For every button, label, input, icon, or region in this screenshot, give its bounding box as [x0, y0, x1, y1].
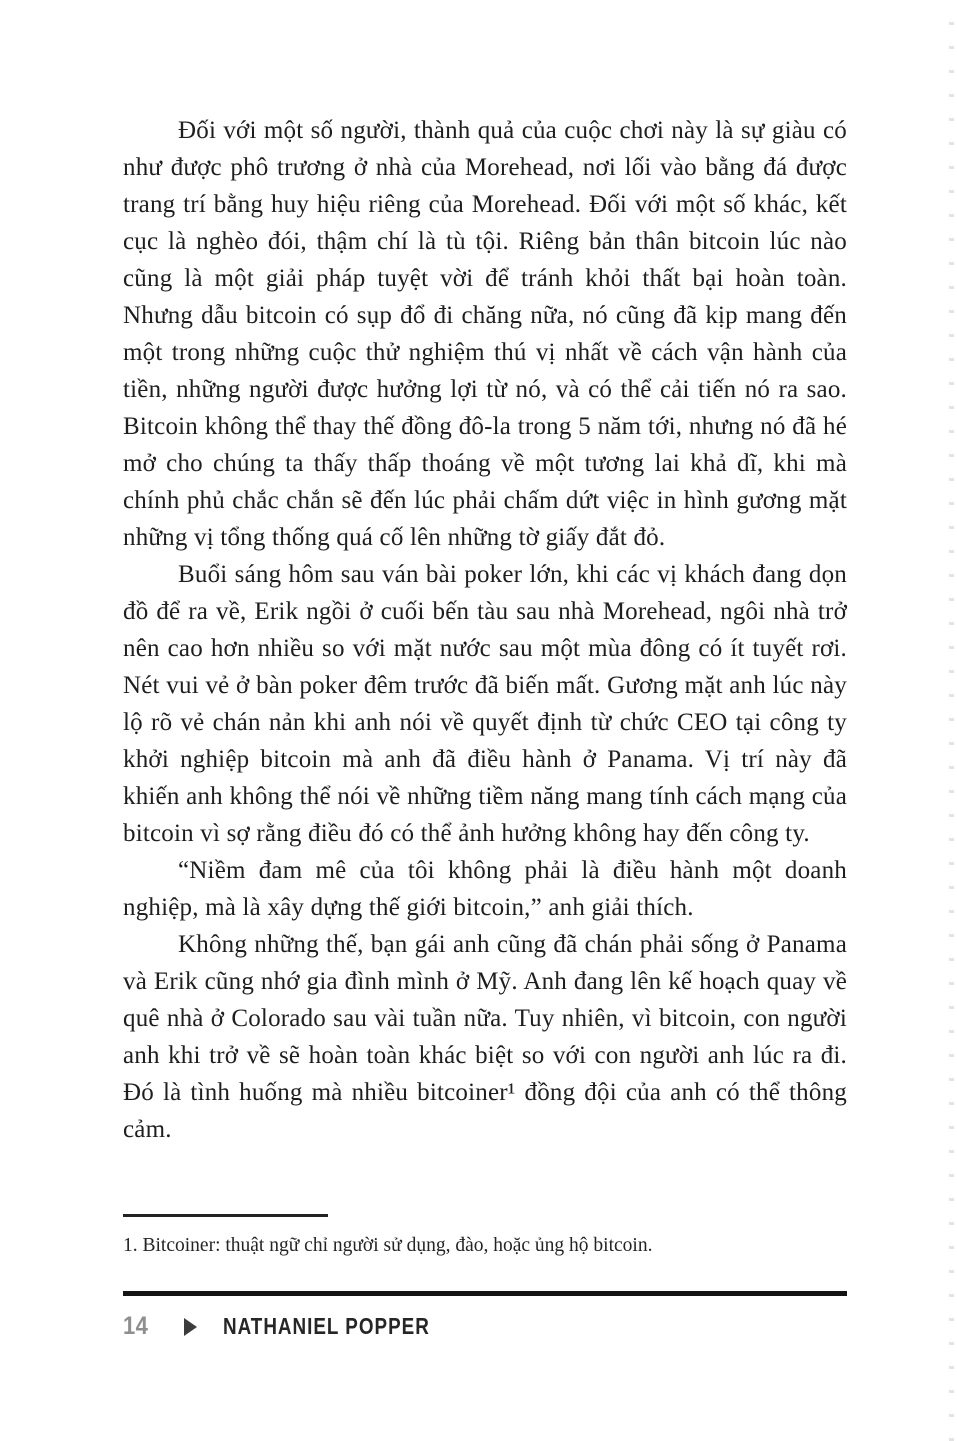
body-paragraph-2: Buổi sáng hôm sau ván bài poker lớn, khi các vị khách đang dọn đồ để ra về, Erik ngồi ở cuối bến tàu sau nhà Morehead, ngôi nhà trở nên cao hơn nhiều so với mặt nước sau một mùa đông có ít tuyết rơi. Nét vui vẻ ở bàn poker đêm trước đã biến mất. Gương mặt anh lúc này lộ rõ vẻ chán nản khi anh nói về quyết định từ chức CEO tại công ty khởi nghiệp bitcoin mà anh đã điều hành ở Panama. Vị trí này đã khiến anh không thể nói về những tiềm năng mang tính cách mạng của bitcoin vì sợ rằng điều đó có thể ảnh hưởng không hay đến công ty.	[123, 561, 847, 847]
body-paragraph-4: Không những thế, bạn gái anh cũng đã chán phải sống ở Panama và Erik cũng nhớ gia đình mình ở Mỹ. Anh đang lên kế hoạch quay về quê nhà ở Colorado sau vài tuần nữa. Tuy nhiên, vì bitcoin, con người anh khi trở về sẽ hoàn toàn khác biệt so với con người anh lúc ra đi. Đó là tình huống mà nhiều bitcoiner¹ đồng đội của anh có thể thông cảm.	[123, 931, 847, 1143]
running-head-author: NATHANIEL POPPER	[222, 1313, 430, 1339]
footer-rule-bar	[123, 1291, 847, 1296]
page-text-block	[123, 112, 847, 1148]
footnote-text: 1. Bitcoiner: thuật ngữ chỉ người sử dụng, đào, hoặc ủng hộ bitcoin.	[123, 1235, 653, 1256]
right-triangle-icon	[184, 1318, 197, 1336]
body-paragraph-3: “Niềm đam mê của tôi không phải là điều hành một doanh nghiệp, mà là xây dựng thế giới bitcoin,” anh giải thích.	[123, 857, 847, 921]
footer-row	[123, 1312, 847, 1341]
body-paragraph-1: Đối với một số người, thành quả của cuộc chơi này là sự giàu có như được phô trương ở nhà của Morehead, nơi lối vào bằng đá được trang trí bằng huy hiệu riêng của Morehead. Đối với một số khác, kết cục là nghèo đói, thậm chí là tù tội. Riêng bản thân bitcoin lúc nào cũng là một giải pháp tuyệt vời để tránh khỏi thất bại hoàn toàn. Nhưng dẫu bitcoin có sụp đổ đi chăng nữa, nó cũng đã kịp mang đến một trong những cuộc thử nghiệm thú vị nhất về cách vận hành của tiền, những người được hưởng lợi từ nó, và có thể cải tiến nó ra sao. Bitcoin không thể thay thế đồng đô-la trong 5 năm tới, nhưng nó đã hé mở cho chúng ta thấy thấp thoáng về một tương lai khả dĩ, khi mà chính phủ chắc chắn sẽ đến lúc phải chấm dứt việc in hình gương mặt những vị tổng thống quá cố lên những tờ giấy đắt đỏ.	[123, 117, 847, 551]
footnote-area	[123, 1214, 847, 1259]
footnote-separator-rule	[123, 1214, 328, 1217]
page-footer	[123, 1291, 847, 1341]
page-number: 14	[123, 1312, 149, 1340]
page-edge-perforation-dots	[949, 22, 954, 1441]
